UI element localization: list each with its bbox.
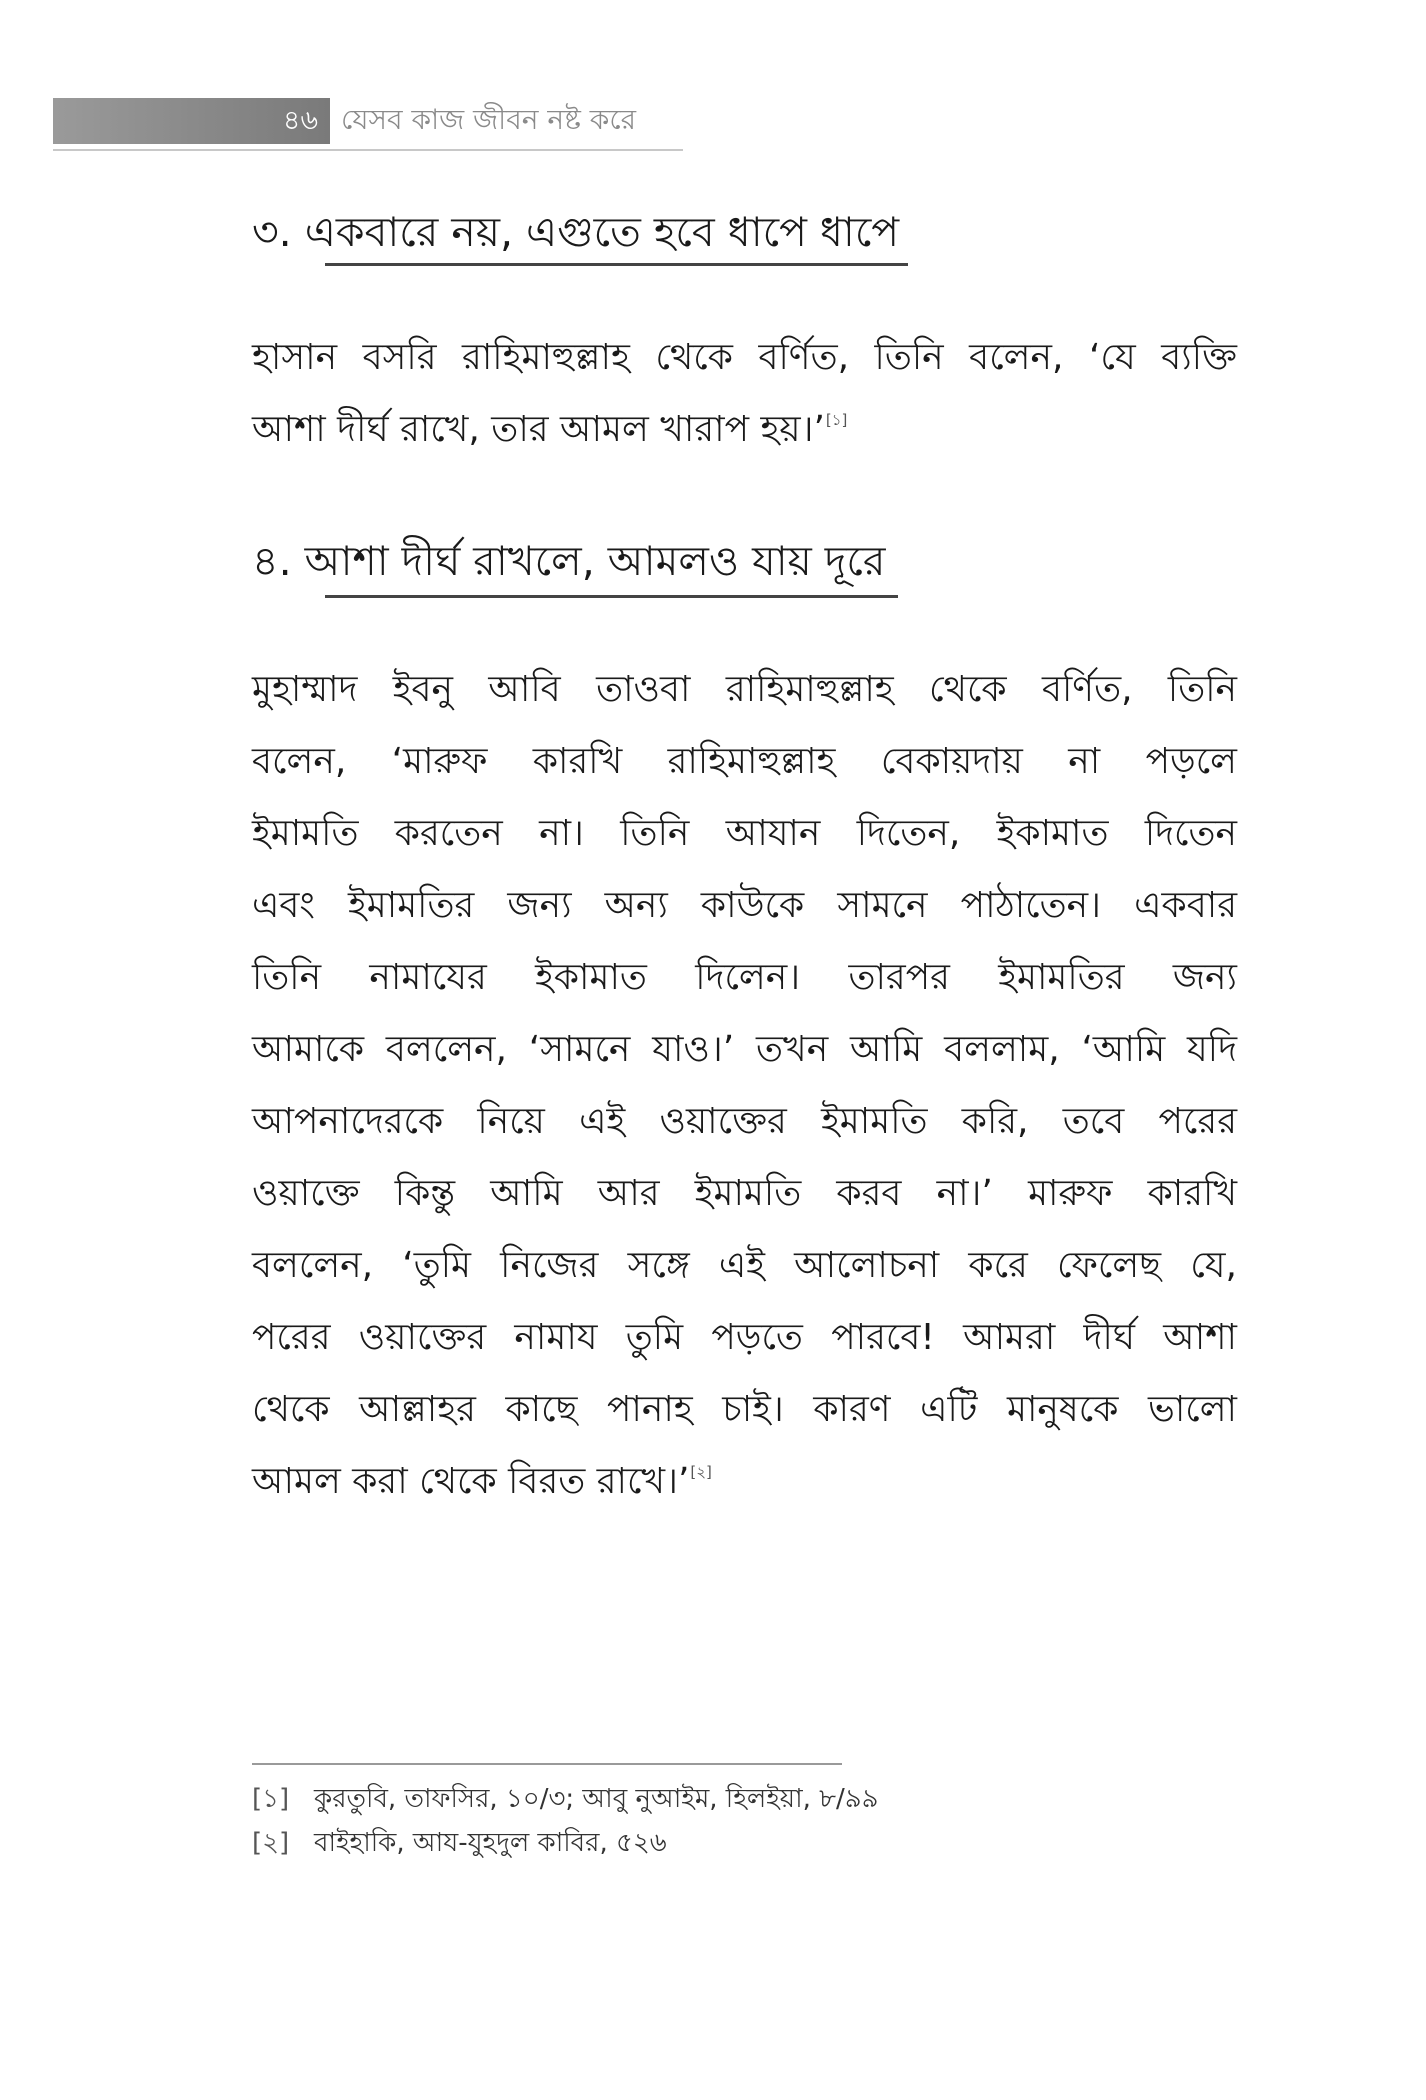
paragraph-line: এবং ইমামতির জন্য অন্য কাউকে সামনে পাঠাতেন। একবার bbox=[252, 885, 1237, 926]
paragraph-line: বললেন, ‘তুমি নিজের সঙ্গে এই আলোচনা করে ফেলেছ যে, bbox=[252, 1245, 1237, 1286]
paragraph-line: আপনাদেরকে নিয়ে এই ওয়াক্তের ইমামতি করি, তবে পরের bbox=[252, 1101, 1237, 1142]
footnote-text: বাইহাকি, আয-যুহদুল কাবির, ৫২৬ bbox=[314, 1828, 667, 1858]
footnote-ref-1[interactable]: [১] bbox=[825, 411, 848, 429]
page-number: ৪৬ bbox=[282, 105, 318, 136]
paragraph-line: ইমামতি করতেন না। তিনি আযান দিতেন, ইকামাত দিতেন bbox=[252, 813, 1237, 854]
paragraph-line: থেকে আল্লাহর কাছে পানাহ চাই। কারণ এটি মানুষকে ভালো bbox=[252, 1389, 1237, 1430]
paragraph-line: বলেন, ‘মারুফ কারখি রাহিমাহুল্লাহ বেকায়দায় না পড়লে bbox=[252, 741, 1237, 782]
book-title: যেসব কাজ জীবন নষ্ট করে bbox=[341, 103, 637, 136]
section-3-paragraph bbox=[252, 322, 1237, 466]
running-header bbox=[53, 98, 683, 148]
paragraph-line: আমাকে বললেন, ‘সামনে যাও।’ তখন আমি বললাম, ‘আমি যদি bbox=[252, 1029, 1237, 1070]
paragraph-line bbox=[252, 1446, 1237, 1518]
section-3-heading: ৩. একবারে নয়, এগুতে হবে ধাপে ধাপে bbox=[252, 208, 900, 256]
paragraph-line: হাসান বসরি রাহিমাহুল্লাহ থেকে বর্ণিত, তিনি বলেন, ‘যে ব্যক্তি bbox=[252, 337, 1237, 378]
section-4-heading: ৪. আশা দীর্ঘ রাখলে, আমলও যায় দূরে bbox=[252, 537, 886, 585]
header-bar bbox=[53, 98, 330, 144]
paragraph-line: পরের ওয়াক্তের নামায তুমি পড়তে পারবে! আমরা দীর্ঘ আশা bbox=[252, 1317, 1237, 1358]
paragraph-line-text: আমল করা থেকে বিরত রাখে।’ bbox=[252, 1461, 690, 1502]
header-rule bbox=[53, 149, 683, 151]
footnote-mark: [১] bbox=[252, 1784, 290, 1814]
paragraph-line: ওয়াক্তে কিন্তু আমি আর ইমামতি করব না।’ মারুফ কারখি bbox=[252, 1173, 1237, 1214]
paragraph-line: মুহাম্মাদ ইবনু আবি তাওবা রাহিমাহুল্লাহ থেকে বর্ণিত, তিনি bbox=[252, 669, 1237, 710]
paragraph-line-text: আশা দীর্ঘ রাখে, তার আমল খারাপ হয়।’ bbox=[252, 409, 825, 450]
footnote-1 bbox=[252, 1782, 879, 1816]
footnote-mark: [২] bbox=[252, 1828, 290, 1858]
footnote-rule bbox=[252, 1763, 842, 1765]
paragraph-line: তিনি নামাযের ইকামাত দিলেন। তারপর ইমামতির জন্য bbox=[252, 957, 1237, 998]
footnote-ref-2[interactable]: [২] bbox=[690, 1463, 712, 1481]
footnote-text: কুরতুবি, তাফসির, ১০/৩; আবু নুআইম, হিলইয়া, ৮/৯৯ bbox=[314, 1784, 879, 1814]
section-4-paragraph bbox=[252, 654, 1237, 1518]
section-3-heading-rule bbox=[325, 263, 908, 266]
footnote-2 bbox=[252, 1826, 667, 1860]
paragraph-line bbox=[252, 394, 1237, 466]
section-4-heading-rule bbox=[325, 595, 898, 598]
